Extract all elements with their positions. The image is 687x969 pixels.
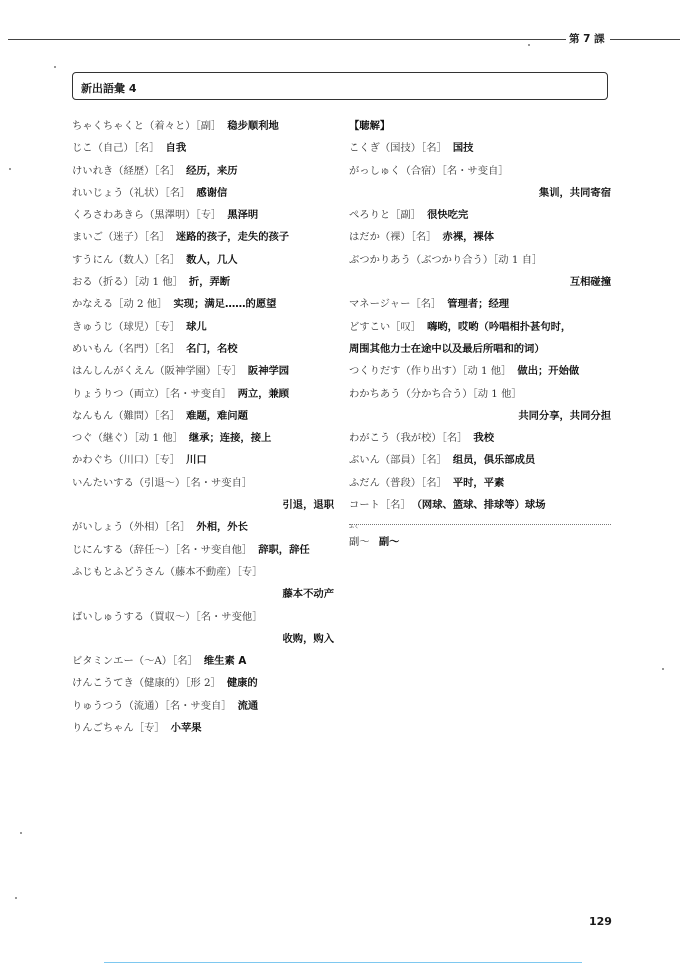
page-number: 129	[589, 915, 612, 928]
vocab-meaning: 赤裸，裸体	[442, 231, 495, 244]
vocab-entry	[349, 360, 611, 382]
vocab-meaning: 继承；连接，接上	[188, 432, 272, 445]
vocab-meaning: 自我	[165, 142, 187, 155]
vocab-reading: けいれき（経歴）［名］	[72, 164, 181, 177]
vocab-reading: つくりだす（作り出す）［动 1 他］	[349, 365, 512, 378]
vocab-entry	[72, 672, 334, 694]
vocab-meaning: 集训，共同寄宿	[538, 186, 611, 199]
vocab-entry	[72, 226, 334, 248]
vocab-entry	[349, 226, 611, 248]
vocab-entry	[72, 249, 334, 271]
vocab-meaning: 收购，购入	[282, 632, 334, 645]
listening-section-heading: 【聴解】	[349, 120, 391, 132]
vocab-reading: きゅうじ（球児）［专］	[72, 320, 181, 333]
vocab-reading: なんもん（難問）［名］	[72, 409, 181, 422]
footnote-ruby: ふく	[349, 524, 360, 531]
header-rule-right	[610, 39, 680, 40]
vocab-entry	[349, 204, 611, 226]
vocab-entry	[349, 449, 611, 471]
speck	[20, 832, 22, 834]
vocab-entry	[349, 137, 611, 159]
vocab-reading: わかちあう（分かち合う）［动 1 他］	[349, 387, 522, 400]
vocab-reading: ばいしゅうする（買収〜）［名・サ变他］	[72, 610, 263, 623]
blue-rule	[104, 962, 582, 963]
vocab-meaning: 健康的	[226, 677, 258, 690]
vocab-entry	[72, 160, 334, 182]
dotted-divider	[349, 524, 611, 525]
vocab-entry	[72, 650, 334, 672]
vocab-entry	[72, 628, 334, 650]
vocab-entry	[72, 606, 334, 628]
vocab-meaning: 很快吃完	[427, 209, 469, 222]
vocab-meaning: 折，弄断	[188, 276, 231, 289]
vocab-reading: つぐ（継ぐ）［动 1 他］	[72, 432, 183, 445]
vocab-reading: こくぎ（国技）［名］	[349, 142, 447, 155]
vocab-reading: はだか（裸）［名］	[349, 231, 437, 244]
vocab-entry	[349, 182, 611, 204]
vocab-entry	[72, 137, 334, 159]
vocab-entry	[72, 472, 334, 494]
vocab-meaning: 难题，难问题	[186, 409, 248, 422]
vocab-reading: がいしょう（外相）［名］	[72, 521, 191, 534]
vocab-meaning: 做出；开始做	[517, 365, 580, 378]
header-rule-left	[8, 39, 566, 40]
vocab-meaning: 嗨哟，哎哟（吟唱相扑甚句时，	[427, 320, 572, 333]
vocab-meaning: 实现；满足……的愿望	[173, 298, 277, 311]
vocab-entry	[72, 717, 334, 739]
bottom-crop-mask	[0, 930, 687, 969]
vocab-entry	[72, 583, 334, 605]
vocab-entry	[349, 494, 611, 516]
vocab-entry	[72, 695, 334, 717]
vocab-meaning: 球儿	[186, 320, 207, 333]
vocab-entry	[72, 449, 334, 471]
vocab-entry	[72, 115, 334, 137]
vocab-reading: ぶいん（部員）［名］	[349, 454, 447, 467]
vocab-reading: わがこう（我が校）［名］	[349, 432, 468, 445]
vocab-entry	[72, 539, 334, 561]
left-vocab-column	[72, 115, 334, 739]
vocab-meaning: 川口	[186, 454, 207, 467]
vocab-entry	[72, 182, 334, 204]
vocab-meaning: 外相，外长	[196, 521, 248, 534]
footnote-entry	[349, 524, 611, 553]
lesson-label: 第 7 課	[569, 33, 605, 45]
vocab-meaning: 国技	[452, 142, 474, 155]
vocab-meaning: 藤本不动产	[282, 588, 334, 601]
vocab-entry	[349, 338, 611, 360]
vocab-reading: じこ（自己）［名］	[72, 142, 160, 155]
vocab-meaning: 流通	[237, 699, 259, 712]
listening-vocab-list	[349, 137, 611, 516]
vocab-meaning: 黑泽明	[227, 209, 259, 222]
vocab-entry	[349, 405, 611, 427]
vocab-meaning: 引退，退职	[282, 499, 334, 512]
vocab-reading: いんたいする（引退〜）［名・サ变自］	[72, 476, 253, 489]
vocab-entry	[72, 561, 334, 583]
speck	[15, 897, 17, 899]
vocab-meaning: 共同分享，共同分担	[518, 409, 611, 422]
vocab-reading: けんこうてき（健康的）［形 2］	[72, 677, 221, 690]
vocab-entry	[349, 293, 611, 315]
vocab-entry	[72, 427, 334, 449]
vocab-reading: はんしんがくえん（阪神学園）［专］	[72, 365, 242, 378]
speck	[54, 66, 56, 68]
vocab-entry	[72, 316, 334, 338]
vocab-reading: おる（折る）［动 1 他］	[72, 276, 183, 289]
vocab-entry	[72, 204, 334, 226]
speck	[528, 44, 530, 46]
vocab-meaning: （网球、篮球、排球等）球场	[416, 499, 546, 512]
vocab-meaning: 经历，来历	[186, 164, 238, 177]
vocab-reading: マネージャー［名］	[349, 298, 442, 311]
vocab-meaning: 感谢信	[196, 186, 228, 199]
section-title: 新出語彙 4	[81, 82, 137, 95]
vocab-reading: ぶつかりあう（ぶつかり合う）［动 1 自］	[349, 253, 543, 266]
speck	[662, 668, 664, 670]
vocab-reading: すうにん（数人）［名］	[72, 253, 181, 266]
vocab-meaning: 管理者；经理	[447, 298, 510, 311]
vocab-reading: ぺろりと［副］	[349, 209, 422, 222]
section-title-box	[72, 72, 608, 100]
vocab-entry	[349, 472, 611, 494]
vocab-meaning: 我校	[473, 432, 495, 445]
vocab-reading: ビタミンエー（〜A）［名］	[72, 655, 198, 668]
vocab-entry	[72, 516, 334, 538]
vocab-meaning: 平时，平素	[452, 476, 505, 489]
vocab-entry	[72, 338, 334, 360]
vocab-meaning: 周围其他力士在途中以及最后所唱和的词）	[349, 342, 545, 355]
vocab-entry	[72, 405, 334, 427]
vocab-reading: ふだん（普段）［名］	[349, 476, 447, 489]
vocab-entry	[72, 383, 334, 405]
vocab-reading: りょうりつ（両立）［名・サ变自］	[72, 387, 232, 400]
vocab-meaning: 迷路的孩子，走失的孩子	[175, 231, 290, 244]
vocab-entry	[72, 494, 334, 516]
vocab-entry	[72, 293, 334, 315]
vocab-entry	[349, 249, 611, 271]
vocab-reading: りゅうつう（流通）［名・サ变自］	[72, 699, 232, 712]
footnote-term: ふく 副〜	[349, 524, 370, 549]
footnote-meaning: 副〜	[378, 536, 400, 549]
vocab-meaning: 组员，俱乐部成员	[452, 454, 536, 467]
vocab-entry	[349, 427, 611, 449]
vocab-reading: くろさわあきら（黒澤明）［专］	[72, 209, 222, 222]
vocab-reading: れいじょう（礼状）［名］	[72, 186, 191, 199]
vocab-meaning: 两立，兼顾	[237, 387, 290, 400]
vocab-meaning: 数人，几人	[186, 253, 238, 266]
vocab-reading: じにんする（辞任〜）［名・サ变自他］	[72, 543, 253, 556]
vocab-meaning: 小苹果	[170, 722, 202, 735]
vocab-entry	[72, 360, 334, 382]
vocab-meaning: 稳步顺利地	[227, 120, 279, 132]
vocab-reading: めいもん（名門）［名］	[72, 342, 181, 355]
vocab-reading: かわぐち（川口）［专］	[72, 454, 181, 467]
vocab-meaning: 辞职，辞任	[258, 543, 310, 556]
vocab-reading: かなえる［动 2 他］	[72, 298, 168, 311]
vocab-reading: がっしゅく（合宿）［名・サ变自］	[349, 164, 509, 177]
right-vocab-column	[349, 115, 611, 554]
vocab-reading: りんごちゃん［专］	[72, 722, 165, 735]
speck	[9, 168, 11, 170]
vocab-entry	[349, 271, 611, 293]
vocab-reading: コート［名］	[349, 499, 411, 512]
vocab-reading: ちゃくちゃくと（着々と）［副］	[72, 120, 222, 132]
vocab-reading: まいご（迷子）［名］	[72, 231, 170, 244]
vocab-entry	[349, 160, 611, 182]
vocab-entry	[72, 271, 334, 293]
vocab-meaning: 名门，名校	[186, 342, 238, 355]
vocab-meaning: 互相碰撞	[569, 276, 611, 289]
vocab-meaning: 维生素 A	[203, 655, 247, 668]
vocab-meaning: 阪神学园	[247, 365, 290, 378]
vocab-entry	[349, 383, 611, 405]
vocab-entry	[349, 316, 611, 338]
vocab-reading: どすこい［叹］	[349, 320, 422, 333]
vocab-reading: ふじもとふどうさん（藤本不動産）［专］	[72, 565, 263, 578]
